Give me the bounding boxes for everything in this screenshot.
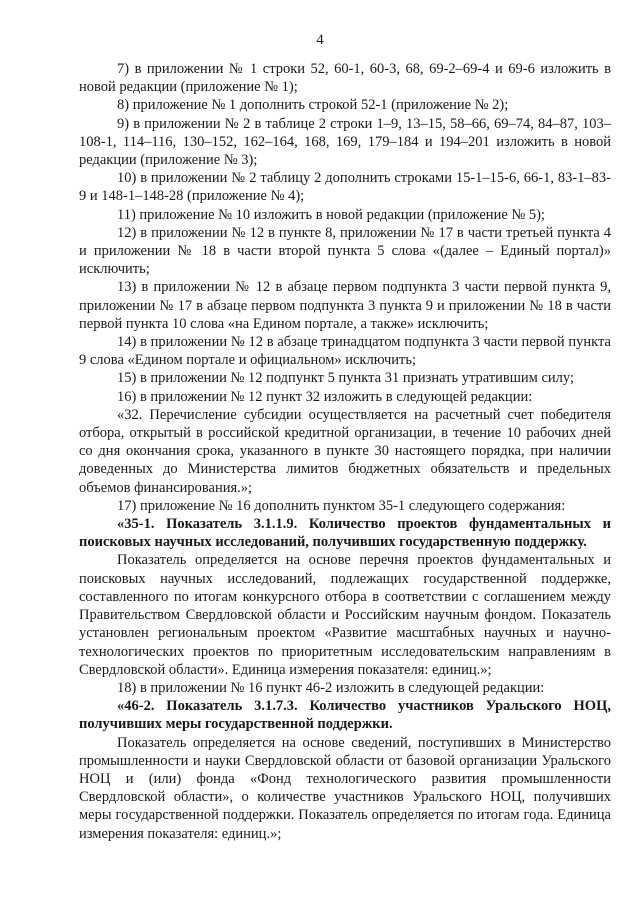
paragraph-item-12: 12) в приложении № 12 в пункте 8, приложении № 17 в части третьей пункта 4 и приложении № 18 в части второй пункта 5 слова «(далее – Единый портал)» исключить; bbox=[79, 224, 611, 278]
paragraph-item-13: 13) в приложении № 12 в абзаце первом подпункта 3 части первой пункта 9, приложении № 17 в абзаце первом подпункта 3 пункта 9 и приложении № 18 в части первой пункта 10 слова «на Едином портале, а также» исключить; bbox=[79, 279, 611, 332]
paragraph-item-14: 14) в приложении № 12 в абзаце тринадцатом подпункта 3 части первой пункта 9 слова «Едином портале и официальном» исключить; bbox=[79, 334, 611, 369]
paragraph-item-9: 9) в приложении № 2 в таблице 2 строки 1–9, 13–15, 58–66, 69–74, 84–87, 103–108-1, 114–116, 130–152, 162–164, 168, 169, 179–184 и 194–201 изложить в новой редакции (приложение № 3); bbox=[79, 115, 611, 169]
paragraph-item-7: 7) в приложении № 1 строки 52, 60-1, 60-3, 68, 69-2–69-4 и 69-6 изложить в новой редакции (приложение № 1); bbox=[79, 61, 611, 96]
quoted-clause-32: «32. Перечисление субсидии осуществляется на расчетный счет победителя отбора, открытый в российской кредитной организации, в течение 10 рабочих дней со дня окончания срока, указанного в пункте 30 настоящего порядка, при наличии доведенных до Министерства лимитов бюджетных обязательств и предельных объемов финансирования.»; bbox=[79, 406, 611, 496]
paragraph-item-15: 15) в приложении № 12 подпункт 5 пункта 31 признать утратившим силу; bbox=[117, 370, 574, 387]
page-number: 4 bbox=[316, 32, 324, 48]
document-body bbox=[79, 60, 611, 843]
paragraph-item-17: 17) приложение № 16 дополнить пунктом 35-1 следующего содержания: bbox=[117, 497, 566, 514]
indicator-description-35-1: Показатель определяется на основе перечня проектов фундаментальных и поисковых научных исследований, подлежащих государственной поддержке, составленного по итогам конкурсного отбора в соответствии с соглашением между Правительством Свердловской области и Российским научным фондом. Показатель установлен региональным проектом «Развитие масштабных научных и научно-технологических проектов по приоритетным исследовательским направлениям в Свердловской области». Единица измерения показателя: единиц.»; bbox=[79, 552, 611, 678]
paragraph-item-10: 10) в приложении № 2 таблицу 2 дополнить строками 15-1–15-6, 66-1, 83-1–83-9 и 148-1–148-28 (приложение № 4); bbox=[79, 170, 611, 205]
paragraph-item-11: 11) приложение № 10 изложить в новой редакции (приложение № 5); bbox=[117, 206, 545, 223]
indicator-heading-35-1: «35-1. Показатель 3.1.1.9. Количество проектов фундаментальных и поисковых научных исследований, получивших государственную поддержку. bbox=[79, 516, 611, 551]
paragraph-item-18: 18) в приложении № 16 пункт 46-2 изложить в следующей редакции: bbox=[117, 679, 545, 696]
indicator-description-46-2: Показатель определяется на основе сведений, поступивших в Министерство промышленности и науки Свердловской области от базовой организации Уральского НОЦ и (или) фонда «Фонд технологического развития промышленности Свердловской области», о количестве участников Уральского НОЦ, получивших меры государственной поддержки. Показатель определяется по итогам года. Единица измерения показателя: единиц.»; bbox=[79, 734, 611, 842]
paragraph-item-16: 16) в приложении № 12 пункт 32 изложить в следующей редакции: bbox=[117, 388, 533, 405]
indicator-heading-46-2: «46-2. Показатель 3.1.7.3. Количество участников Уральского НОЦ, получивших меры государственной поддержки. bbox=[79, 698, 611, 733]
paragraph-item-8: 8) приложение № 1 дополнить строкой 52-1 (приложение № 2); bbox=[117, 97, 509, 114]
